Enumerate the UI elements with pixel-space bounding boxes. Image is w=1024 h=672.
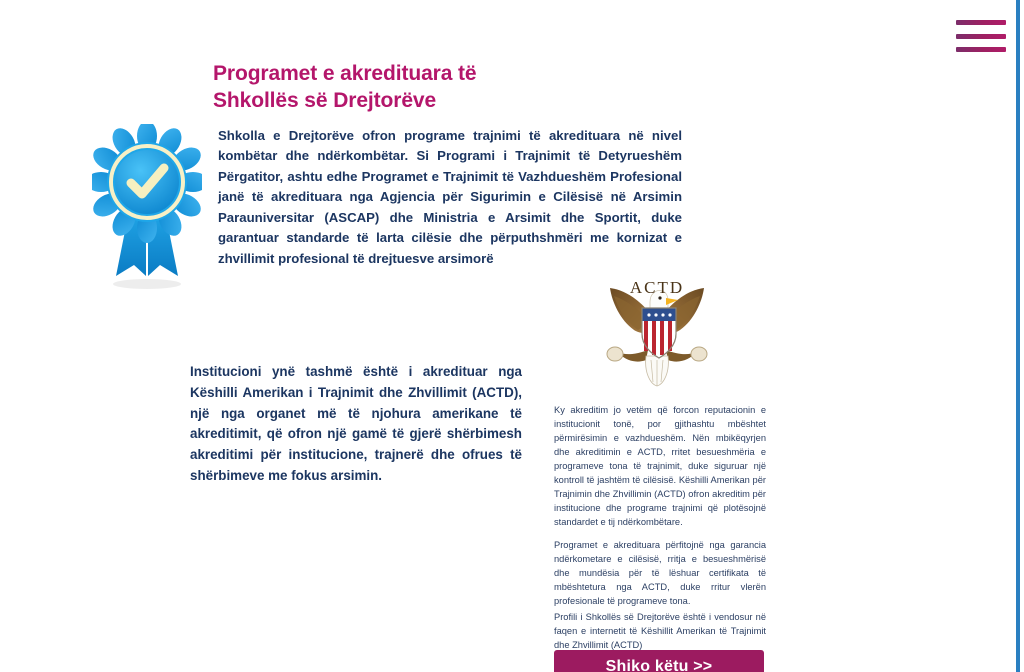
side-paragraph-3: Profili i Shkollës së Drejtorëve është i vendosur në faqen e internetit të Këshillit Amerikan të Trajnimit dhe Zhvillimit (ACTD): [554, 612, 766, 650]
hamburger-bar-bottom: [956, 47, 1006, 52]
right-edge-accent-strip: [1016, 0, 1020, 672]
page-title: [213, 60, 683, 115]
hamburger-bar-middle: [956, 34, 1006, 39]
view-here-button[interactable]: Shiko këtu >>: [554, 650, 764, 672]
actd-emblem-title: ACTD: [629, 278, 685, 297]
page-title-line1: Programet e akredituara të: [213, 62, 477, 85]
side-paragraph-1: Ky akreditim jo vetëm që forcon reputacionin e institucionit tonë, por gjithashtu mbështet përmirësimin e vazhdueshëm. Nën mbikëqyrjen dhe akreditimin e ACTD, rritet besueshmëria e programeve tona të trajnimit, duke siguruar një kontroll të jashtëm të cilësisë. Këshilli Amerikan për Trajnimin dhe Zhvillimin (ACTD) ofron akreditim për institucione dhe programe trajnimi që plotësojnë standardet e tij ndërkombëtare.: [554, 405, 766, 527]
side-paragraph-2: Programet e akredituara përfitojnë nga garancia ndërkometare e cilësisë, rritja e besueshmërisë dhe mundësia për të lëshuar certifikata të mbështetura nga ACTD, duke rritur vlerën profesionale të programeve tona.: [554, 540, 766, 607]
award-ribbon-check-icon: [92, 124, 202, 292]
page-title-line2: Shkollës së Drejtorëve: [213, 89, 437, 113]
hamburger-menu-icon[interactable]: [956, 20, 1006, 52]
hamburger-bar-top: [956, 20, 1006, 25]
intro-paragraph: Shkolla e Drejtorëve ofron programe trajnimi të akredituara në nivel kombëtar dhe ndërkombëtar. Si Programi i Trajnimit të Detyrueshëm Përgatitor, ashtu edhe Programet e Trajnimit të Vazhdueshëm Profesional janë të akredituara nga Agjencia për Sigurimin e Cilësisë në Arsimin Parauniversitar (ASCAP) dhe Ministria e Arsimit dhe Sportit, duke garantuar standarde të larta cilësie dhe përputhshmëri me kornizat e zhvillimit profesional të drejtuesve arsimorë: [218, 128, 682, 266]
side-detail-column: [554, 404, 766, 653]
accreditation-paragraph: Institucioni ynë tashmë është i akredituar nga Këshilli Amerikan i Trajnimit dhe Zhvillimit (ACTD), një nga organet më të njohura amerikane të akreditimit, që ofron një gamë të gjerë shërbimesh akreditimi për institucione, trajnerë dhe ofrues të shërbimeve me fokus arsimin.: [190, 364, 522, 483]
